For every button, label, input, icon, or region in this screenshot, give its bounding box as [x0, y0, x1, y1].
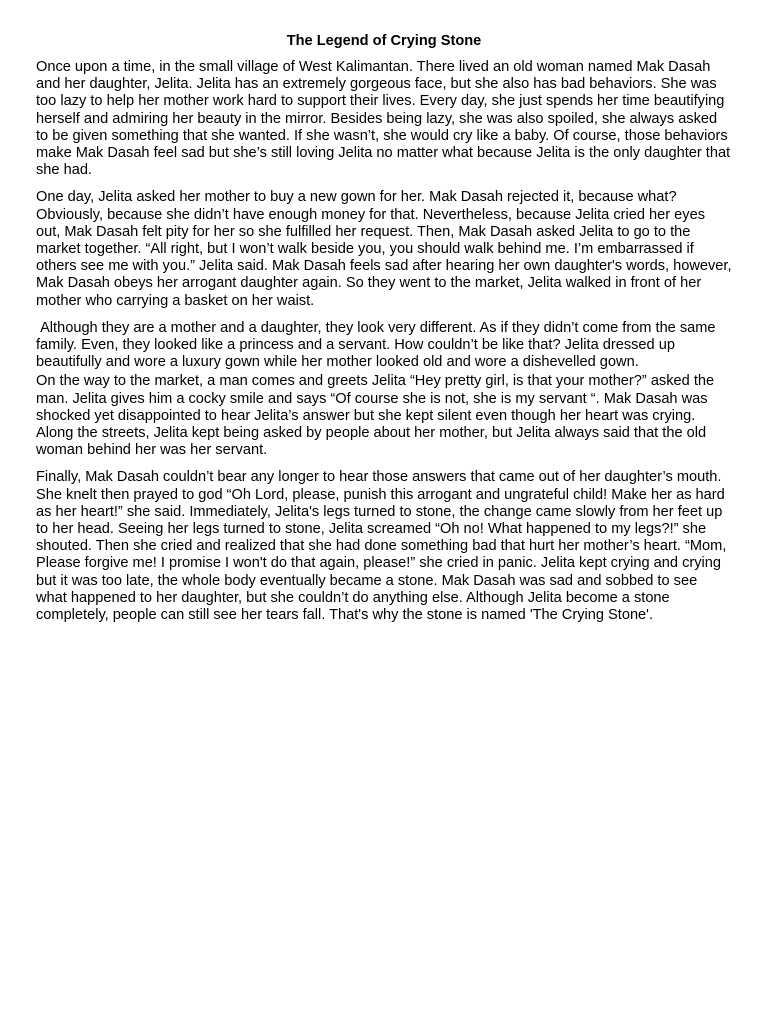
paragraph-2: One day, Jelita asked her mother to buy a new gown for her. Mak Dasah rejected it, because what? Obviously, because she didn’t have enough money for that. Nevertheless, because Jelita cried her eyes out, Mak Dasah felt pity for her so she fulfilled her request. Then, Mak Dasah asked Jelita to go to the market together. “All right, but I won’t walk beside you, you should walk behind me. I’m embarrassed if others see me with you.” Jelita said. Mak Dasah feels sad after hearing her own daughter's words, however, Mak Dasah obeys her arrogant daughter again. So they went to the market, Jelita walked in front of her mother who carrying a basket on her waist. — [36, 189, 732, 309]
paragraph-5: Finally, Mak Dasah couldn’t bear any longer to hear those answers that came out of her daughter’s mouth. She knelt then prayed to god “Oh Lord, please, punish this arrogant and ungrateful child! Make her as hard as her heart!” she said. Immediately, Jelita's legs turned to stone, the change came slowly from her feet up to her head. Seeing her legs turned to stone, Jelita screamed “Oh no! What happened to my legs?!” she shouted. Then she cried and realized that she had done something bad that hurt her mother’s heart. “Mom, Please forgive me! I promise I won't do that again, please!” she cried in panic. Jelita kept crying and crying but it was too late, the whole body eventually became a stone. Mak Dasah was sad and sobbed to see what happened to her daughter, but she couldn’t do anything else. Although Jelita become a stone completely, people can still see her tears fall. That's why the stone is named 'The Crying Stone'. — [36, 469, 727, 624]
document-page — [36, 31, 732, 634]
paragraph-3: Although they are a mother and a daughter, they look very different. As if they didn’t come from the same family. Even, they looked like a princess and a servant. How couldn’t be like that? Jelita dressed up beautifully and wore a luxury gown while her mother looked old and wore a dishevelled gown. — [36, 319, 720, 371]
paragraph-1: Once upon a time, in the small village of West Kalimantan. There lived an old woman named Mak Dasah and her daughter, Jelita. Jelita has an extremely gorgeous face, but she also has bad behaviors. She was too lazy to help her mother work hard to support their lives. Every day, she just spends her time beautifying herself and admiring her beauty in the mirror. Besides being lazy, she was also spoiled, she always asked to be given something that she wanted. If she wasn’t, she would cry like a baby. Of course, those behaviors make Mak Dasah feel sad but she’s still loving Jelita no matter what because Jelita is the only daughter that she had. — [36, 59, 731, 179]
paragraph-4: On the way to the market, a man comes and greets Jelita “Hey pretty girl, is that your mother?” asked the man. Jelita gives him a cocky smile and says “Of course she is not, she is my servant “. Mak Dasah was shocked yet disappointed to hear Jelita’s answer but she kept silent even though her heart was crying. Along the streets, Jelita kept being asked by people about her mother, but Jelita always said that the old woman behind her was her servant. — [36, 373, 715, 459]
document-title: The Legend of Crying Stone — [286, 33, 482, 49]
